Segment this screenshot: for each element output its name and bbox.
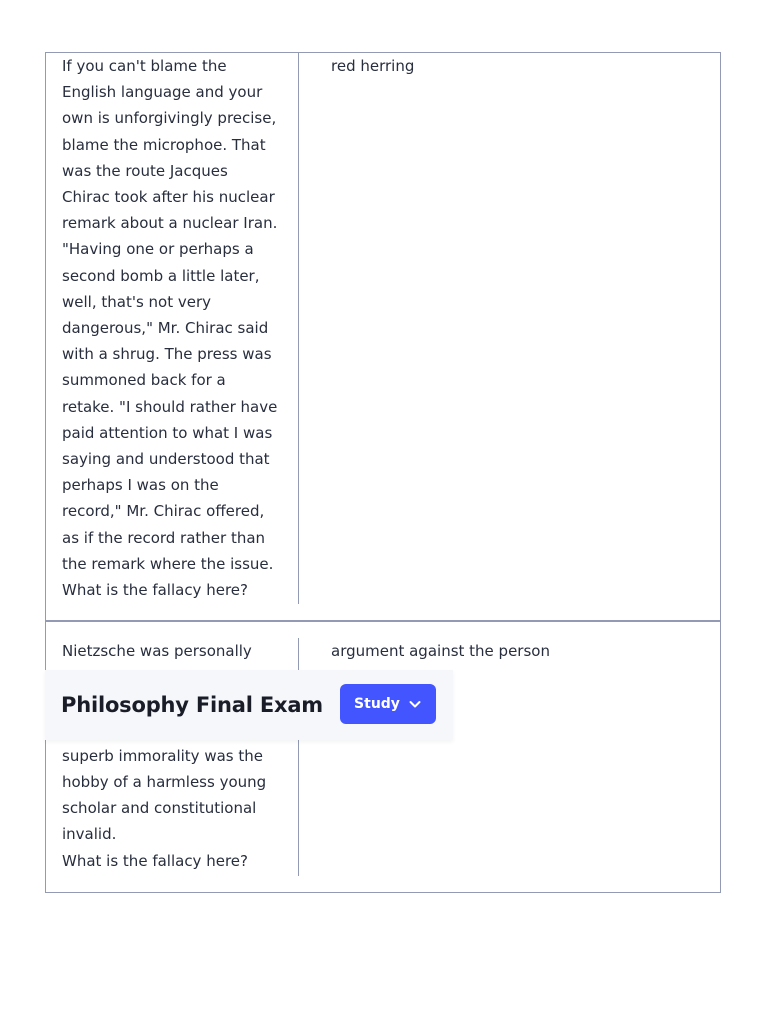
sticky-header <box>45 670 453 740</box>
study-button[interactable] <box>340 684 436 724</box>
chevron-down-icon <box>408 697 422 711</box>
study-button-label: Study <box>354 696 400 712</box>
flashcard-row <box>46 53 720 620</box>
card-definition: argument against the person <box>331 642 550 660</box>
flashcard-table <box>45 52 721 893</box>
deck-title: Philosophy Final Exam <box>61 693 323 717</box>
flashcard-row <box>46 620 720 892</box>
card-definition: red herring <box>331 57 415 75</box>
card-term: Nietzsche was personally superb immorality was the hobby of a harmless young scholar and constitutional invalid. What is the fallacy here? <box>46 638 299 876</box>
card-term: If you can't blame the English language and your own is unforgivingly precise, blame the microphoe. That was the route Jacques Chirac took after his nuclear remark about a nuclear Iran. "Having one or perhaps a second bomb a little later, well, that's not very dangerous," Mr. Chirac said with a shrug. The press was summoned back for a retake. "I should rather have paid attention to what I was saying and understood that perhaps I was on the record," Mr. Chirac offered, as if the record rather than the remark where the issue. What is the fallacy here? <box>46 53 299 604</box>
